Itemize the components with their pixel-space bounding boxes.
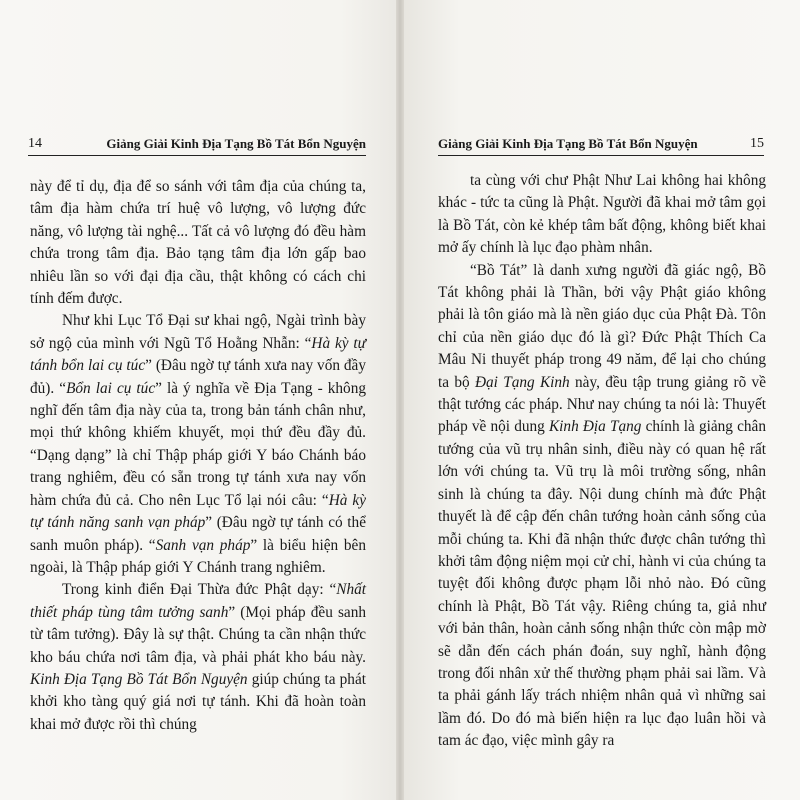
right-page-number: 15 xyxy=(750,136,764,151)
text-segment: chính là giảng chân tướng của vũ trụ nhân sinh, điều này có quan hệ rất lớn với chúng ta. Vũ trụ là môi trường sống, nhân sinh là chúng ta đây. Nội dung chính mà đức Phật thuyết là để cập đến chân tướng hoàn cảnh sống của mỗi chúng ta. Khi đã nhận thức được chân tướng thì khởi tâm động niệm mọi cử chỉ, hành vi của chúng ta tuyệt đối không được phạm lỗi nhỏ nào. Đó cũng chính là Phật, Bồ Tát vậy. Riêng chúng ta, giả như với bản thân, hoàn cảnh sống nhận thức còn mập mờ sẽ dẫn đến cách phán đoán, suy nghĩ, hành động trong đối nhân xử thế thường phạm phải sai lầm. Và ta phải gánh lấy trách nhiệm nhân quả vì những sai lầm đó. Do đó mà biến hiện ra lục đạo luân hồi và tam ác đạo, việc mình gây ra xyxy=(438,418,766,750)
right-running-title: Giảng Giải Kinh Địa Tạng Bồ Tát Bổn Nguyện xyxy=(438,136,698,151)
paragraph xyxy=(438,260,766,753)
italic-text: Đại Tạng Kinh xyxy=(474,373,570,391)
italic-text: Nhất thiết pháp tùng tâm tưởng sanh xyxy=(30,581,366,621)
left-page-number: 14 xyxy=(28,136,42,151)
italic-text: Hà kỳ tự tánh bổn lai cụ túc xyxy=(30,334,366,375)
right-page-body xyxy=(438,170,766,753)
right-page xyxy=(400,0,800,800)
text-segment: Như khi Lục Tổ Đại sư khai ngộ, Ngài trình bày sở ngộ của mình với Ngũ Tổ Hoằng Nhẫn: “ xyxy=(30,312,366,352)
italic-text: Hà kỳ tự tánh năng sanh vạn pháp xyxy=(30,491,366,532)
text-segment: này, đều tập trung giảng rõ về thật tướng các pháp. Như nay chúng ta nói là: Thuyết pháp về nội dung xyxy=(438,373,766,436)
text-segment: ” là ý nghĩa về Địa Tạng - không nghĩ đến tâm địa này của ta, trong bản tánh chân như, mọi thứ không khiếm khuyết, mọi thứ đều đầy đủ. “Dạng dạng” là chỉ Thập pháp giới Y báo Chánh báo trang nghiêm, đều có sẵn trong tự tánh xưa nay vốn hàm chứa đủ cả. Cho nên Lục Tổ lại nói câu: “ xyxy=(30,379,366,509)
left-running-title: Giảng Giải Kinh Địa Tạng Bồ Tát Bổn Nguyện xyxy=(106,136,366,151)
left-page-header xyxy=(28,130,366,156)
italic-text: Kinh Địa Tạng xyxy=(548,418,642,436)
right-page-header xyxy=(438,130,764,156)
text-segment: “Bồ Tát” là danh xưng người đã giác ngộ, Bồ Tát không phải là Thần, bởi vậy Phật giáo không phải là tôn giáo mà là nền giáo dục của Phật Đà. Tôn chỉ của nền giáo dục đó là gì? Đức Phật Thích Ca Mâu Ni thuyết pháp trong 49 năm, để lại cho chúng ta bộ xyxy=(438,261,766,391)
text-segment: ta cùng với chư Phật Như Lai không hai không khác - tức ta cũng là Phật. Người đã khai mở tâm gọi là Bồ Tát, còn kẻ khép tâm bất động, không biết khai mở ấy chính là lục đạo phàm nhân. xyxy=(438,172,766,257)
italic-text: Sanh vạn pháp xyxy=(155,536,251,554)
paragraph xyxy=(30,310,366,579)
text-segment: ” (Mọi pháp đều sanh từ tâm tưởng). Đây là sự thật. Chúng ta cần nhận thức kho báu chứa nơi tâm địa, và phải phát kho báu này. xyxy=(30,603,366,666)
paragraph xyxy=(438,170,766,260)
left-page-body xyxy=(30,176,366,736)
text-segment: ” là biểu hiện bên ngoài, là Thập pháp giới Y Chánh trang nghiêm. xyxy=(30,536,366,576)
text-segment: ” (Đâu ngờ tự tánh xưa nay vốn đầy đủ). “ xyxy=(30,357,366,397)
paragraph xyxy=(30,176,366,310)
paragraph xyxy=(30,579,366,736)
text-segment: này để tỉ dụ, địa để so sánh với tâm địa của chúng ta, tâm địa hàm chứa trí huệ vô lượng, vô lượng đức năng, vô lượng tài nghệ... Tất cả vô lượng đó đều hàm chứa trong tâm địa. Bảo tạng tâm địa lớn gấp bao nhiêu lần so với đại địa cầu, thật không có cách chi tính đếm được. xyxy=(30,178,366,308)
text-segment: giúp chúng ta phát khởi kho tàng quý giá nơi tự tánh. Khi đã hoàn toàn khai mở được rồi thì chúng xyxy=(30,670,366,733)
text-segment: ” (Đâu ngờ tự tánh có thể sanh muôn pháp). “ xyxy=(30,514,366,554)
text-segment: Trong kinh điển Đại Thừa đức Phật dạy: “ xyxy=(62,581,337,599)
book-spine xyxy=(396,0,404,800)
italic-text: Kinh Địa Tạng Bồ Tát Bổn Nguyện xyxy=(30,670,248,688)
italic-text: Bổn lai cụ túc xyxy=(66,379,156,397)
